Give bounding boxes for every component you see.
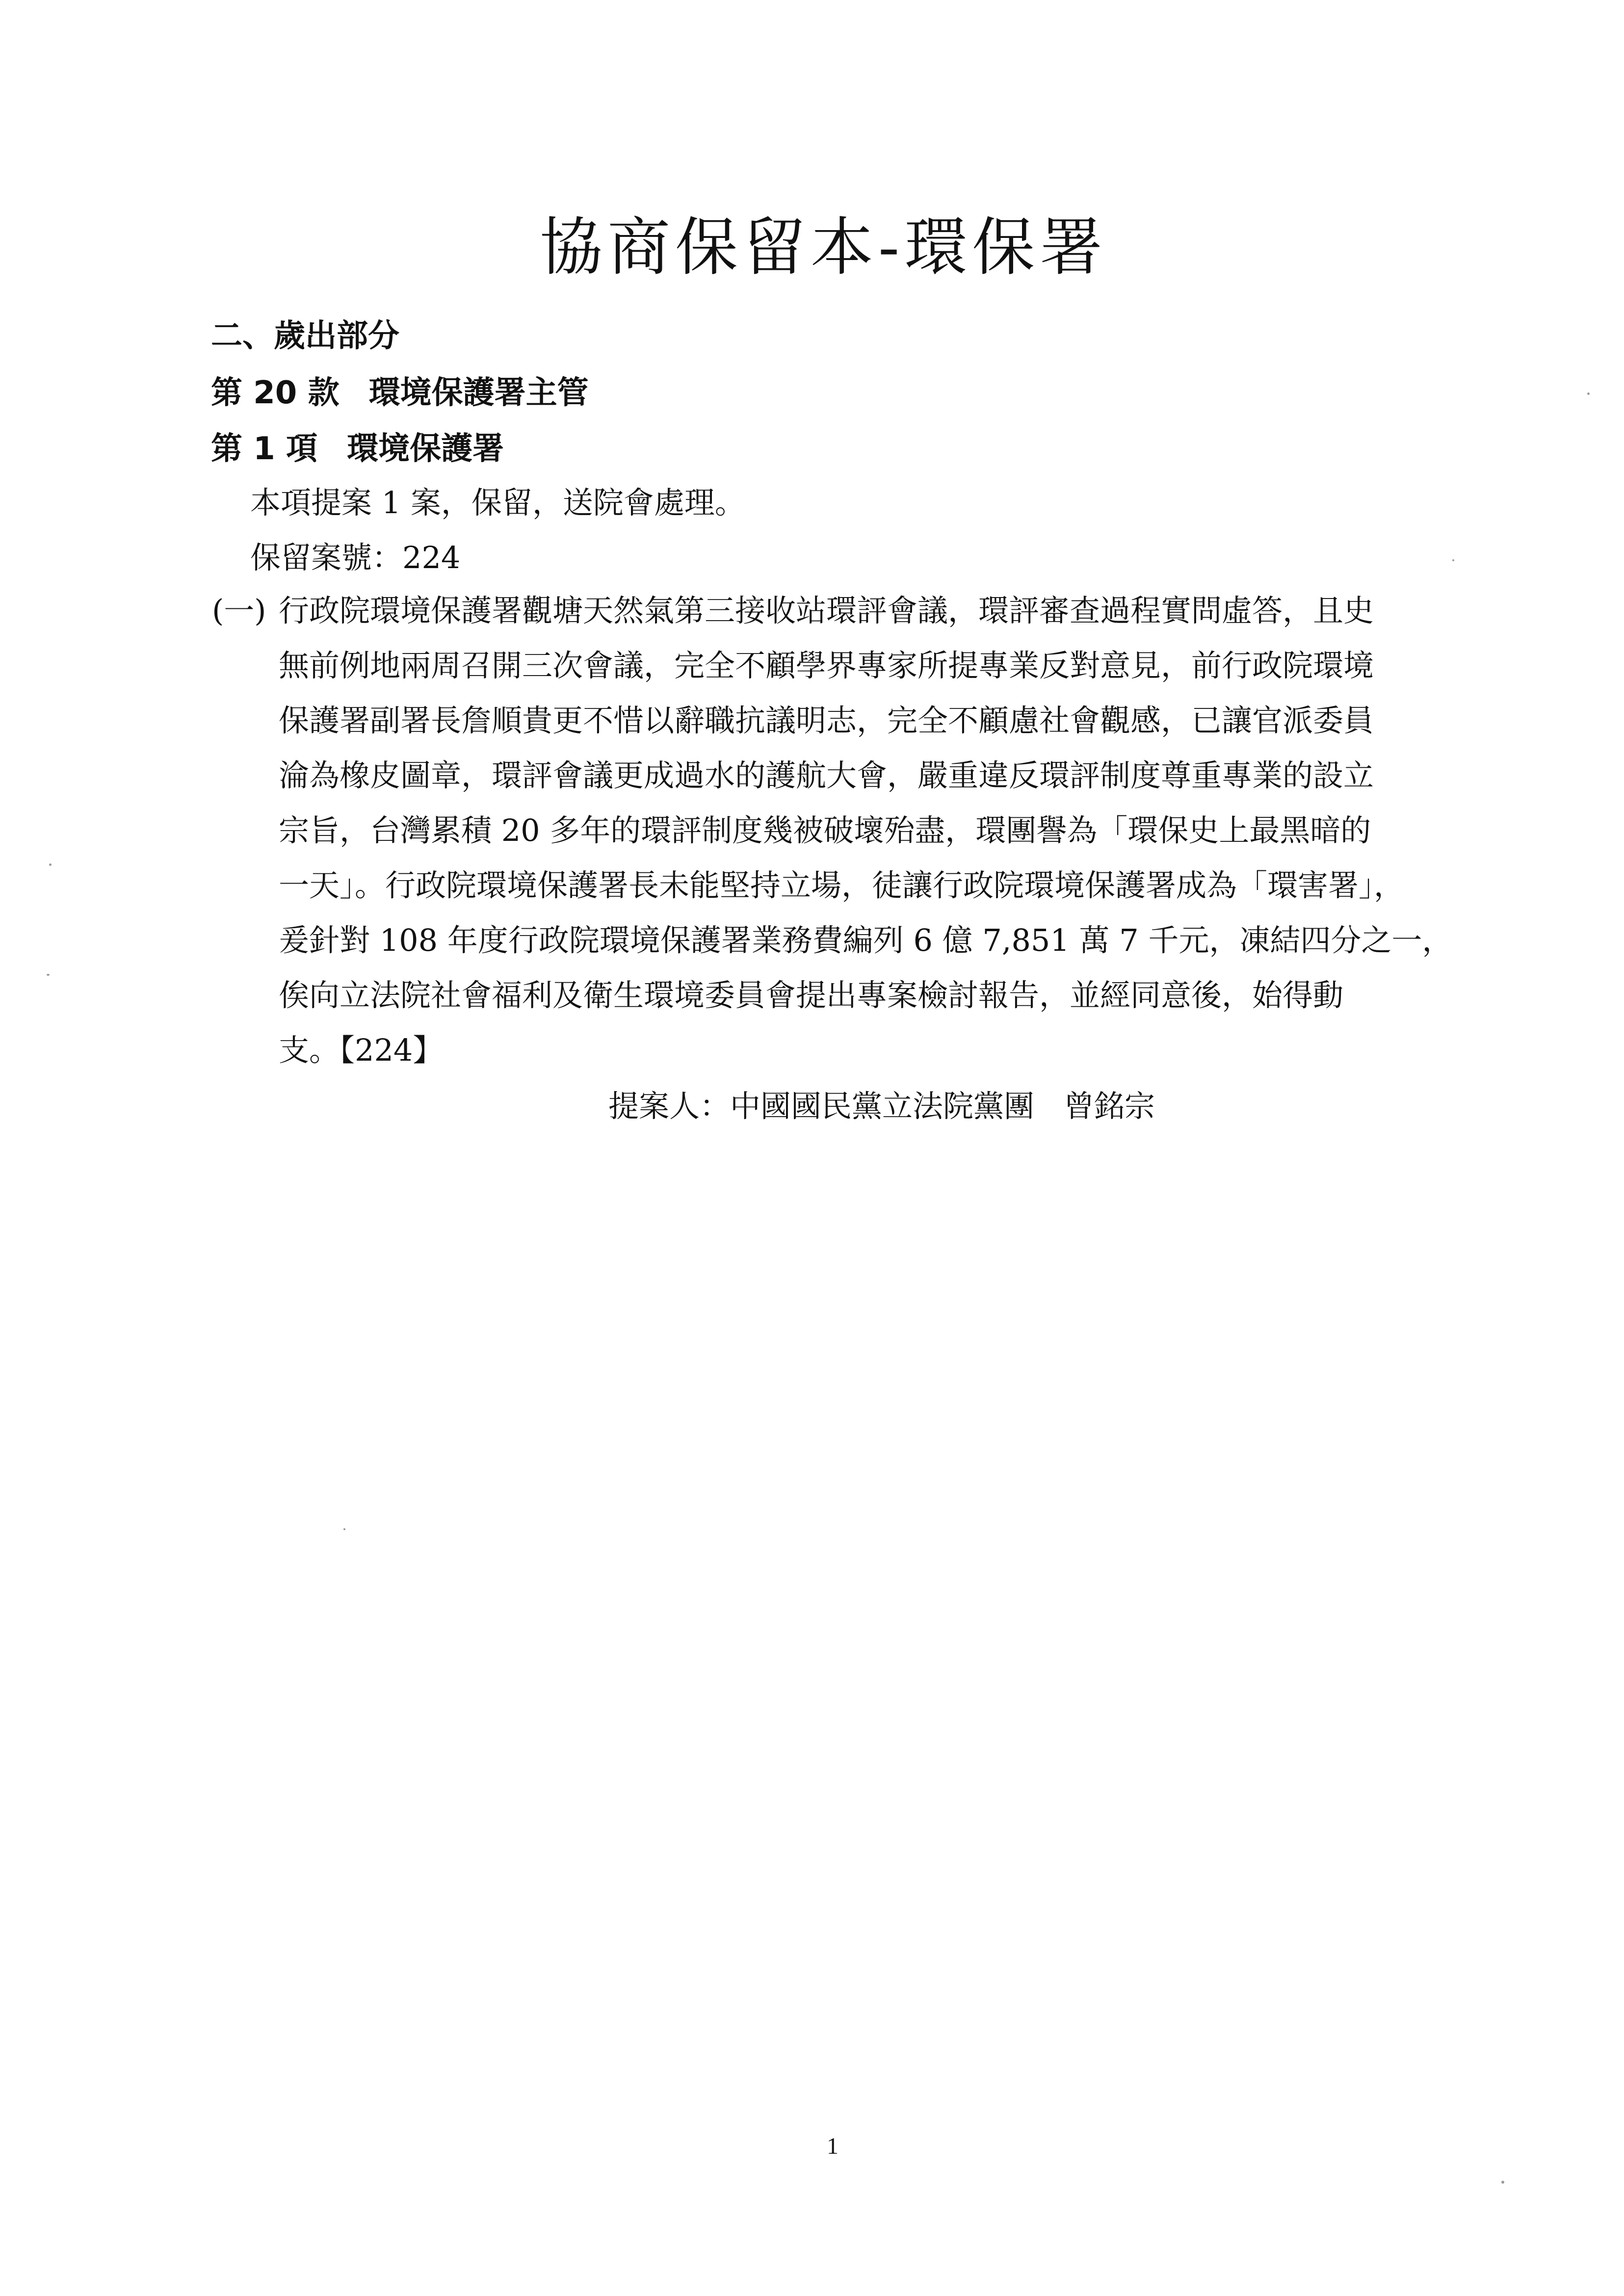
- item-line: 宗旨，台灣累積 20 多年的環評制度幾被破壞殆盡，環團譽為「環保史上最黑暗的: [279, 812, 1371, 848]
- scan-speck: [49, 863, 52, 866]
- item-line: 支。【224】: [279, 1032, 444, 1068]
- item-marker: (一): [212, 593, 266, 628]
- proposal-summary: 本項提案 1 案，保留，送院會處理。: [250, 485, 745, 521]
- scan-speck: [1452, 559, 1454, 561]
- document-title: 協商保留本-環保署: [540, 211, 1108, 284]
- kuan-name: 環境保護署主管: [368, 375, 589, 411]
- scan-speck: [343, 1528, 345, 1530]
- proposer-name: 曾銘宗: [1064, 1088, 1155, 1124]
- xiang-heading: [211, 427, 504, 471]
- item-line: 爰針對 108 年度行政院環境保護署業務費編列 6 億 7,851 萬 7 千元，凍結四分之一，: [279, 922, 1453, 958]
- kuan-number: 第 20 款: [211, 375, 340, 411]
- page-number: 1: [827, 2133, 838, 2159]
- scan-speck: [1587, 392, 1590, 395]
- proposer-label: 提案人：中國國民黨立法院黨團: [608, 1088, 1035, 1124]
- item-line: 俟向立法院社會福利及衛生環境委員會提出專案檢討報告，並經同意後，始得動: [279, 977, 1344, 1013]
- scan-speck: [1501, 2181, 1504, 2184]
- item-line: 行政院環境保護署觀塘天然氣第三接收站環評會議，環評審查過程實問虛答，且史: [279, 593, 1374, 628]
- xiang-number: 第 1 項: [211, 431, 318, 467]
- kuan-heading: [211, 371, 589, 415]
- xiang-name: 環境保護署: [347, 431, 504, 467]
- item-line: 保護署副署長詹順貴更不惜以辭職抗議明志，完全不顧慮社會觀感，已讓官派委員: [279, 703, 1374, 738]
- scan-speck: [47, 974, 50, 976]
- item-line: 一天」。行政院環境保護署長未能堅持立場，徒讓行政院環境保護署成為「環害署」，: [279, 867, 1405, 903]
- section-heading: 二、歲出部分: [211, 318, 399, 354]
- item-line: 無前例地兩周召開三次會議，完全不顧學界專家所提專業反對意見，前行政院環境: [279, 648, 1374, 683]
- reserved-case-number: 保留案號：224: [250, 540, 461, 575]
- proposer-line: [608, 1084, 1155, 1128]
- item-line: 淪為橡皮圖章，環評會議更成過水的護航大會，嚴重違反環評制度尊重專業的設立: [279, 757, 1374, 793]
